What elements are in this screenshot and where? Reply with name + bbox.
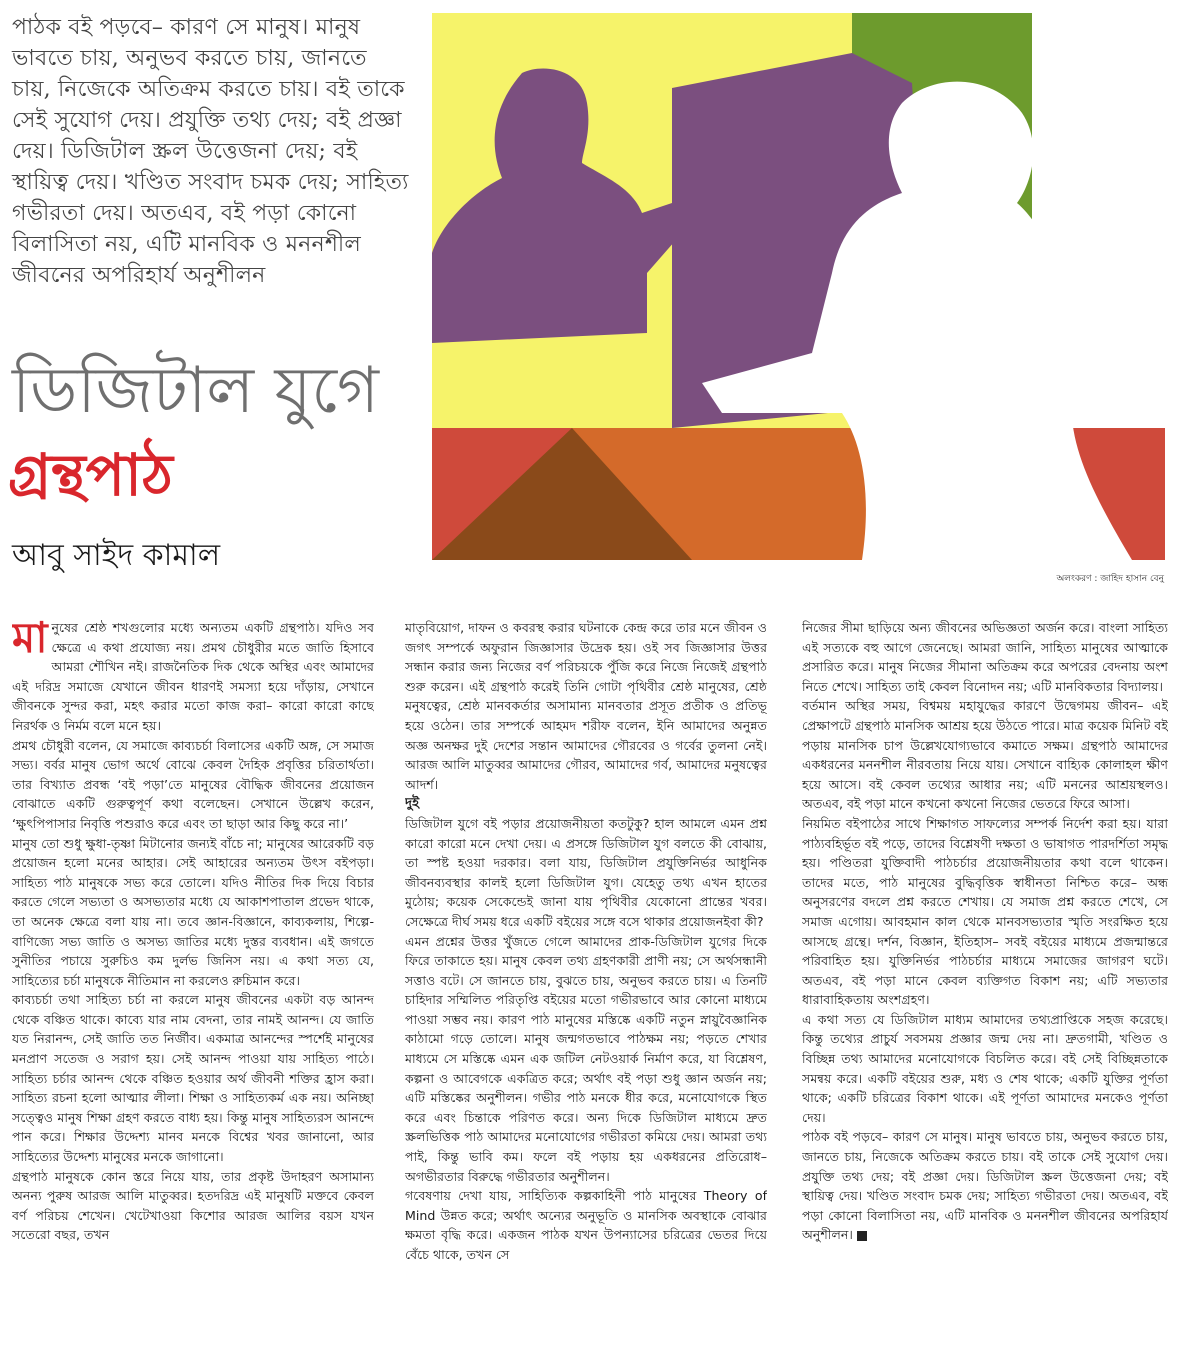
illustration-credit: অলংকরণ : জাহিদ হাসান বেনু — [1056, 574, 1164, 584]
end-mark-icon — [857, 1231, 867, 1241]
article-illustration — [432, 13, 1165, 560]
paragraph: গ্রন্থপাঠ মানুষকে কোন স্তরে নিয়ে যায়, তার প্রকৃষ্ট উদাহরণ অসামান্য অনন্য পুরুষ আরজ আলি মাতুব্বর। হতদরিদ্র এই মানুষটি মক্তবে কেবল বর্ণ পরিচয় শেখেন। খেটেখাওয়া কিশোর আরজ আলির বয়স যখন সতেরো বছর, তখন — [12, 1168, 374, 1243]
headline-line-1: ডিজিটাল যুগে — [12, 354, 379, 428]
paragraph: মানুষ তো শুধু ক্ষুধা-তৃষ্ণা মিটানোর জন্যই বাঁচে না; মানুষের আরেকটি বড় প্রয়োজন হলো মনের আহার। সেই আহারের অন্যতম উৎস বইপড়া। সাহিত্য পাঠ মানুষকে সভ্য করে তোলে। যদিও নীতির দিক দিয়ে বিচার করতে গেলে সভ্যতা ও অসভ্যতার মধ্যে যে আকাশপাতাল প্রভেদ থাকে, তা অনেক ক্ষেত্রে বলা যায় না। তবে জ্ঞান-বিজ্ঞানে, কাব্যকলায়, শিল্পে-বাণিজ্যে সভ্য জাতি ও অসভ্য জাতির মধ্যে দুস্তর ব্যবধান। এই জগতে সুনীতির পচায়ে সুরুচিও কম দুর্লভ জিনিস নয়। এ কথা সত্য যে, সাহিত্যের চর্চা মানুষকে নীতিমান না করলেও রুচিমান করে। — [12, 835, 374, 988]
paragraph: প্রমথ চৌধুরী বলেন, যে সমাজে কাব্যচর্চা বিলাসের একটি অঙ্গ, সে সমাজ সভ্য। বর্বর মানুষ ভোগ অর্থে বোঝে কেবল দৈহিক প্রবৃত্তির চরিতার্থতা। তার বিখ্যাত প্রবন্ধ ‘বই পড়া’তে মানুষের বৌদ্ধিক জীবনের প্রয়োজন বোঝাতে একটি গুরুত্বপূর্ণ কথা বলেছেন। সেখানে উল্লেখ করেন, ‘ক্ষুৎপিপাসার নিবৃত্তি পশুরাও করে এবং তা ছাড়া আর কিছু করে না।’ — [12, 737, 374, 831]
paragraph: এমন প্রশ্নের উত্তর খুঁজতে গেলে আমাদের প্রাক-ডিজিটাল যুগের দিকে ফিরে তাকাতে হয়। মানুষ কেবল তথ্য গ্রহণকারী প্রাণী নয়; সে অর্থসন্ধানী সত্তাও বটে। সে জানতে চায়, বুঝতে চায়, অনুভব করতে চায়। এ তিনটি চাহিদার সম্মিলিত পরিতৃপ্তি বইয়ের মতো গভীরভাবে আর কোনো মাধ্যমে পাওয়া সম্ভব নয়। কারণ পাঠ মানুষের মস্তিষ্কে একটি নতুন স্নায়ুবৈজ্ঞানিক কাঠামো গড়ে তোলে। মানুষ জন্মগতভাবে পাঠক্ষম নয়; পড়তে শেখার মাধ্যমে সে মস্তিষ্কে এমন এক জটিল নেটওয়ার্ক নির্মাণ করে, যা বিশ্লেষণ, কল্পনা ও আবেগকে একত্রিত করে; অর্থাৎ বই পড়া শুধু জ্ঞান অর্জন নয়; এটি মস্তিষ্কের অনুশীলন। গভীর পাঠ মনকে ধীর করে, মনোযোগকে স্থিত করে এবং চিন্তাকে পরিণত করে। অন্য দিকে ডিজিটাল মাধ্যমে দ্রুত স্ক্রলভিত্তিক পাঠ আমাদের মনোযোগের গভীরতা কমিয়ে দেয়। আমরা তথ্য পাই, কিন্তু ভাবি কম। ফলে বই পড়ায় হয় একধরনের প্রতিরোধ–অগভীরতার বিরুদ্ধে গভীরতার অনুশীলন। — [405, 933, 767, 1184]
paragraph: নিয়মিত বইপাঠের সাথে শিক্ষাগত সাফল্যের সম্পর্ক নির্দেশ করা হয়। যারা পাঠ্যবহির্ভূত বই পড়ে, তাদের বিশ্লেষণী দক্ষতা ও ভাষাগত পারদর্শিতা সমৃদ্ধ হয়। পণ্ডিতরা যুক্তিবাদী পাঠচর্চার প্রয়োজনীয়তার কথা বলে থাকেন। তাদের মতে, পাঠ মানুষের বুদ্ধিবৃত্তিক স্বাধীনতা নিশ্চিত করে– অন্ধ অনুসরণের বদলে প্রশ্ন করতে শেখায়। যে সমাজ প্রশ্ন করতে শেখে, সে সমাজ এগোয়। আবহমান কাল থেকে মানবসভ্যতার স্মৃতি সংরক্ষিত হয়ে আসছে গ্রন্থে। দর্শন, বিজ্ঞান, ইতিহাস– সবই বইয়ের মাধ্যমে প্রজন্মান্তরে পরিবাহিত হয়। যুক্তিনির্ভর পাঠচর্চার মাধ্যমে সমাজের জাগরণ ঘটে। অতএব, বই পড়া মানে কেবল ব্যক্তিগত বিকাশ নয়; এটি সভ্যতার ধারাবাহিকতায় অংশগ্রহণ। — [802, 815, 1168, 1008]
paragraph: কাব্যচর্চা তথা সাহিত্য চর্চা না করলে মানুষ জীবনের একটা বড় আনন্দ থেকে বঞ্চিত থাকে। কাব্যে যার নাম বেদনা, তার নামই আনন্দ। যে জাতি যত নিরানন্দ, সেই জাতি তত নির্জীব। একমাত্র আনন্দের স্পর্শেই মানুষের মনপ্রাণ সতেজ ও সরাগ হয়। সেই আনন্দ পাওয়া যায় সাহিত্য পাঠে। সাহিত্য চর্চার আনন্দ থেকে বঞ্চিত হওয়ার অর্থ জীবনী শক্তির হ্রাস করা। সাহিত্য রচনা হলো আত্মার লীলা। শিক্ষা ও সাহিত্যকর্ম এক নয়। অনিচ্ছা সত্ত্বেও মানুষ শিক্ষা গ্রহণ করতে বাধ্য হয়। কিন্তু মানুষ সাহিত্যরস আনন্দে পান করে। শিক্ষার উদ্দেশ্য মানব মনকে বিশ্বের খবর জানানো, আর সাহিত্যের উদ্দেশ্য মানুষের মনকে জাগানো। — [12, 992, 374, 1165]
paragraph — [12, 618, 374, 736]
body-column-2 — [405, 618, 767, 1338]
paragraph: মাতৃবিয়োগ, দাফন ও কবরস্থ করার ঘটনাকে কেন্দ্র করে তার মনে জীবন ও জগৎ সম্পর্কে অফুরান জিজ্ঞাসার উদ্রেক হয়। ওই সব জিজ্ঞাসার উত্তর সন্ধান করার জন্য নিজের বর্ণ পরিচয়কে পুঁজি করে নিজে নিজেই গ্রন্থপাঠ শুরু করেন। এই গ্রন্থপাঠ করেই তিনি গোটা পৃথিবীর শ্রেষ্ঠ মানুষের, শ্রেষ্ঠ মনুষত্বের, শ্রেষ্ঠ মানবকর্তার অসামান্য মানবতার প্রসূত প্রতীক ও প্রতিভূ হয়ে ওঠেন। তার সম্পর্কে আহমদ শরীফ বলেন, ইনি আমাদের অনুন্নত অজ্ঞ অনক্ষর দুই দেশের সন্তান আমাদের গৌরবের ও গর্বের তুলনা নেই। আরজ আলি মাতুব্বর আমাদের গৌরব, আমাদের গর্ব, আমাদের মনুষত্বের আদর্শ। — [405, 620, 767, 792]
pull-quote: পাঠক বই পড়বে– কারণ সে মানুষ। মানুষ ভাবতে চায়, অনুভব করতে চায়, জানতে চায়, নিজেকে অতিক্রম করতে চায়। বই তাকে সেই সুযোগ দেয়। প্রযুক্তি তথ্য দেয়; বই প্রজ্ঞা দেয়। ডিজিটাল স্ক্রল উত্তেজনা দেয়; বই স্থায়িত্ব দেয়। খণ্ডিত সংবাদ চমক দেয়; সাহিত্য গভীরতা দেয়। অতএব, বই পড়া কোনো বিলাসিতা নয়, এটি মানবিক ও মননশীল জীবনের অপরিহার্য অনুশীলন — [12, 15, 409, 288]
paragraph — [802, 1127, 1168, 1245]
paragraph: ডিজিটাল যুগে বই পড়ার প্রয়োজনীয়তা কতটুকু? হাল আমলে এমন প্রশ্ন কারো কারো মনে দেখা দেয়। এ প্রসঙ্গে ডিজিটাল যুগ বলতে কী বোঝায়, তা স্পষ্ট হওয়া দরকার। বলা যায়, ডিজিটাল প্রযুক্তিনির্ভর আধুনিক জীবনব্যবস্থার কালই হলো ডিজিটাল যুগ। যেহেতু তথ্য এখন হাতের মুঠোয়; কয়েক সেকেন্ডেই জানা যায় পৃথিবীর যেকোনো প্রান্তের খবর। সেক্ষেত্রে দীর্ঘ সময় ধরে একটি বইয়ের সঙ্গে বসে থাকার প্রয়োজনইবা কী? — [405, 815, 767, 929]
paragraph: এ কথা সত্য যে ডিজিটাল মাধ্যম আমাদের তথ্যপ্রাপ্তিকে সহজ করেছে। কিন্তু তথ্যের প্রাচুর্য সবসময় প্রজ্ঞার জন্ম দেয় না। দ্রুতগামী, খণ্ডিত ও বিচ্ছিন্ন তথ্য আমাদের মনোযোগকে বিচলিত করে। বই সেই বিচ্ছিন্নতাকে সমন্বয় করে। একটি বইয়ের শুরু, মধ্য ও শেষ থাকে; একটি যুক্তির পূর্ণতা থাকে; একটি চরিত্রের বিকাশ থাকে। এই পূর্ণতা আমাদের মনকেও পূর্ণতা দেয়। — [802, 1011, 1168, 1125]
author-byline: আবু সাইদ কামাল — [12, 538, 221, 573]
body-column-3 — [802, 618, 1168, 1338]
paragraph: গবেষণায় দেখা যায়, সাহিত্যিক কল্পকাহিনী পাঠ মানুষের Theory of Mind উন্নত করে; অর্থাৎ অন্যের অনুভূতি ও মানসিক অবস্থাকে বোঝার ক্ষমতা বৃদ্ধি করে। একজন পাঠক যখন উপন্যাসের চরিত্রের ভেতর দিয়ে বেঁচে থাকে, তখন সে — [405, 1188, 767, 1262]
paragraph-text: পাঠক বই পড়বে– কারণ সে মানুষ। মানুষ ভাবতে চায়, অনুভব করতে চায়, জানতে চায়, নিজেকে অতিক্রম করতে চায়। বই তাকে সেই সুযোগ দেয়। প্রযুক্তি তথ্য দেয়; বই প্রজ্ঞা দেয়। ডিজিটাল স্ক্রল উত্তেজনা দেয়; বই স্থায়িত্ব দেয়। খণ্ডিত সংবাদ চমক দেয়; সাহিত্য গভীরতা দেয়। অতএব, বই পড়া কোনো বিলাসিতা নয়, এটি মানবিক ও মননশীল জীবনের অপরিহার্য অনুশীলন। — [802, 1129, 1168, 1243]
section-subhead: দুই — [405, 795, 420, 812]
drop-cap: মা — [12, 618, 48, 662]
body-column-1 — [12, 618, 374, 1338]
headline-line-2: গ্রন্থপাঠ — [8, 441, 173, 509]
paragraph: নিজের সীমা ছাড়িয়ে অন্য জীবনের অভিজ্ঞতা অর্জন করে। বাংলা সাহিত্য এই সত্যকে বহু আগে জেনেছে। আমরা জানি, সাহিত্য মানুষের আত্মাকে প্রসারিত করে। মানুষ নিজের সীমানা অতিক্রম করে অপরের বেদনায় অংশ নিতে শেখে। সাহিত্য তাই কেবল বিনোদন নয়; এটি মানবিকতার বিদ্যালয়। — [802, 620, 1168, 694]
paragraph: বর্তমান অস্থির সময়, বিশ্বময় মহাযুদ্ধের কারণে উদ্বেগময় জীবন– এই প্রেক্ষাপটে গ্রন্থপাঠ মানসিক আশ্রয় হয়ে উঠতে পারে। মাত্র কয়েক মিনিট বই পড়ায় মানসিক চাপ উল্লেখযোগ্যভাবে কমাতে সক্ষম। গ্রন্থপাঠ আমাদের একধরনের মননশীল নীরবতায় নিয়ে যায়। সেখানে বাহ্যিক কোলাহল ক্ষীণ হয়ে আসে। বই কেবল তথ্যের আধার নয়; এটি মননের আশ্রয়স্থলও। অতএব, বই পড়া মানে কখনো কখনো নিজের ভেতরে ফিরে আসা। — [802, 698, 1168, 812]
paragraph-text: নুষের শ্রেষ্ঠ শখগুলোর মধ্যে অন্যতম একটি গ্রন্থপাঠ। যদিও সব ক্ষেত্রে এ কথা প্রযোজ্য নয়। প্রমথ চৌধুরীর মতে জাতি হিসাবে আমরা শৌখিন নই। রাজনৈতিক দিক থেকে অস্থির এবং আমাদের এই দরিদ্র সমাজে যেখানে জীবন ধারণই সমস্যা হয়ে দাঁড়ায়, সেখানে জীবনকে সুন্দর করা, মহৎ করার মতো কাজ করা– কারো কারো কাছে নিরর্থক ও নির্মম বলে মনে হয়। — [12, 620, 374, 733]
